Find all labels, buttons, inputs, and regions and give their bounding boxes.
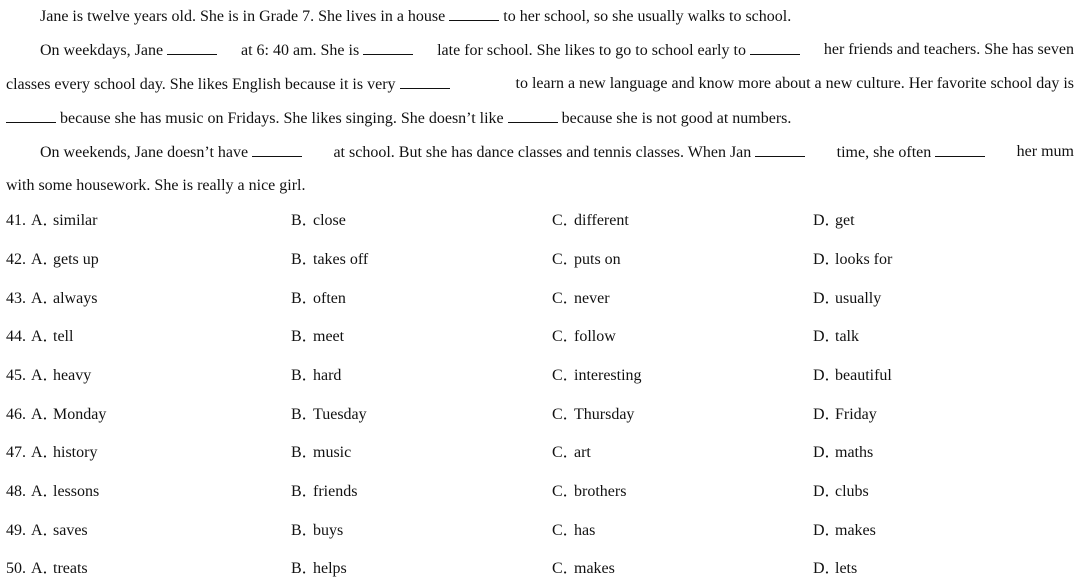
option-text: makes — [574, 560, 615, 577]
passage-text: Jane is twelve years old. She is in Grade 7. She lives in a house — [40, 8, 446, 25]
option-c[interactable]: C．interesting — [552, 367, 642, 384]
option-a[interactable]: A．always — [31, 290, 98, 307]
option-text: get — [835, 212, 855, 229]
option-text: art — [574, 444, 591, 461]
option-c[interactable]: C．has — [552, 522, 596, 539]
option-text: interesting — [574, 367, 642, 384]
passage-text: On weekends, Jane doesn’t have — [40, 144, 249, 161]
option-d[interactable]: D．talk — [813, 328, 859, 345]
option-a[interactable]: A．saves — [31, 522, 88, 539]
option-text: talk — [835, 328, 859, 345]
option-b[interactable]: B．often — [291, 290, 346, 307]
option-text: treats — [53, 560, 88, 577]
option-text: close — [313, 212, 346, 229]
option-d[interactable]: D．beautiful — [813, 367, 892, 384]
question-number: 44. — [6, 328, 26, 345]
option-text: gets up — [53, 251, 99, 268]
option-a[interactable]: A．Monday — [31, 406, 107, 423]
option-a[interactable]: A．history — [31, 444, 98, 461]
passage-text: with some housework. She is really a nice girl. — [6, 177, 306, 194]
paragraph-3-line-1 — [40, 142, 1074, 163]
option-d[interactable]: D．usually — [813, 290, 882, 307]
question-number: 41. — [6, 212, 26, 229]
option-b[interactable]: B．meet — [291, 328, 345, 345]
option-text: heavy — [53, 367, 92, 384]
option-a[interactable]: A．tell — [31, 328, 74, 345]
paragraph-2-line-3 — [6, 108, 791, 129]
passage-text: On weekdays, Jane — [40, 42, 164, 59]
option-text: history — [53, 444, 98, 461]
option-text: never — [574, 290, 610, 307]
option-c[interactable]: C．Thursday — [552, 406, 635, 423]
option-b[interactable]: B．music — [291, 444, 352, 461]
question-number: 49. — [6, 522, 26, 539]
passage-text: time, she often — [836, 144, 932, 161]
option-d[interactable]: D．looks for — [813, 251, 893, 268]
option-text: lessons — [53, 483, 100, 500]
option-text: clubs — [835, 483, 869, 500]
option-a[interactable]: A．treats — [31, 560, 88, 577]
blank-45[interactable] — [400, 74, 450, 89]
question-number: 50. — [6, 560, 26, 577]
blank-47[interactable] — [508, 108, 558, 123]
option-text: lets — [835, 560, 858, 577]
option-text: beautiful — [835, 367, 892, 384]
blank-49[interactable] — [755, 142, 805, 157]
option-d[interactable]: D．clubs — [813, 483, 869, 500]
option-b[interactable]: B．takes off — [291, 251, 369, 268]
blank-41[interactable] — [449, 6, 499, 21]
option-text: friends — [313, 483, 358, 500]
option-a[interactable]: A．lessons — [31, 483, 100, 500]
option-text: follow — [574, 328, 616, 345]
option-text: has — [574, 522, 596, 539]
option-text: different — [574, 212, 629, 229]
option-b[interactable]: B．friends — [291, 483, 358, 500]
paragraph-3-line-2 — [6, 176, 306, 196]
option-c[interactable]: C．brothers — [552, 483, 627, 500]
passage-text: because she has music on Fridays. She likes singing. She doesn’t like — [60, 110, 504, 127]
option-text: takes off — [313, 251, 369, 268]
option-text: hard — [313, 367, 342, 384]
option-d[interactable]: D．get — [813, 212, 855, 229]
option-c[interactable]: C．never — [552, 290, 610, 307]
question-number: 43. — [6, 290, 26, 307]
option-d[interactable]: D．makes — [813, 522, 876, 539]
option-b[interactable]: B．Tuesday — [291, 406, 367, 423]
passage-text: to her school, so she usually walks to school. — [503, 8, 792, 25]
passage-text: late for school. She likes to go to school early to — [437, 42, 746, 59]
option-text: Friday — [835, 406, 877, 423]
option-text: often — [313, 290, 346, 307]
option-text: always — [53, 290, 98, 307]
blank-50[interactable] — [935, 142, 985, 157]
option-c[interactable]: C．puts on — [552, 251, 621, 268]
option-b[interactable]: B．buys — [291, 522, 344, 539]
blank-46[interactable] — [6, 108, 56, 123]
option-a[interactable]: A．heavy — [31, 367, 92, 384]
passage-text: at school. But she has dance classes and tennis classes. When Jan — [333, 144, 752, 161]
blank-43[interactable] — [363, 40, 413, 55]
passage-text: classes every school day. She likes English because it is very — [6, 76, 396, 93]
blank-44[interactable] — [750, 40, 800, 55]
question-number: 42. — [6, 251, 26, 268]
passage-text: her mum — [1016, 143, 1074, 160]
option-b[interactable]: B．helps — [291, 560, 347, 577]
option-text: meet — [313, 328, 345, 345]
blank-42[interactable] — [167, 40, 217, 55]
option-text: puts on — [574, 251, 621, 268]
option-b[interactable]: B．close — [291, 212, 346, 229]
option-text: usually — [835, 290, 882, 307]
question-number: 45. — [6, 367, 26, 384]
option-text: similar — [53, 212, 98, 229]
passage-text: because she is not good at numbers. — [561, 110, 792, 127]
option-text: looks for — [835, 251, 893, 268]
passage-text: her friends and teachers. She has seven — [823, 41, 1074, 58]
option-text: helps — [313, 560, 347, 577]
option-d[interactable]: D．lets — [813, 560, 858, 577]
question-number: 48. — [6, 483, 26, 500]
option-a[interactable]: A．similar — [31, 212, 98, 229]
option-d[interactable]: D．Friday — [813, 406, 877, 423]
option-c[interactable]: C．different — [552, 212, 629, 229]
option-text: Tuesday — [313, 406, 367, 423]
option-c[interactable]: C．follow — [552, 328, 616, 345]
option-d[interactable]: D．maths — [813, 444, 874, 461]
option-text: tell — [53, 328, 74, 345]
question-number: 47. — [6, 444, 26, 461]
option-c[interactable]: C．makes — [552, 560, 615, 577]
paragraph-2-line-1 — [40, 40, 1074, 61]
paragraph-1-line-1 — [40, 6, 791, 27]
passage-text: to learn a new language and know more about a new culture. Her favorite school day is — [515, 75, 1074, 92]
option-text: maths — [835, 444, 874, 461]
option-b[interactable]: B．hard — [291, 367, 342, 384]
option-a[interactable]: A．gets up — [31, 251, 99, 268]
option-text: Monday — [53, 406, 107, 423]
option-text: saves — [53, 522, 88, 539]
option-text: music — [313, 444, 352, 461]
option-text: makes — [835, 522, 876, 539]
passage-text: at 6: 40 am. She is — [240, 42, 360, 59]
paragraph-2-line-2 — [6, 74, 1074, 95]
option-text: brothers — [574, 483, 627, 500]
option-c[interactable]: C．art — [552, 444, 591, 461]
option-text: Thursday — [574, 406, 635, 423]
question-number: 46. — [6, 406, 26, 423]
blank-48[interactable] — [252, 142, 302, 157]
option-text: buys — [313, 522, 344, 539]
